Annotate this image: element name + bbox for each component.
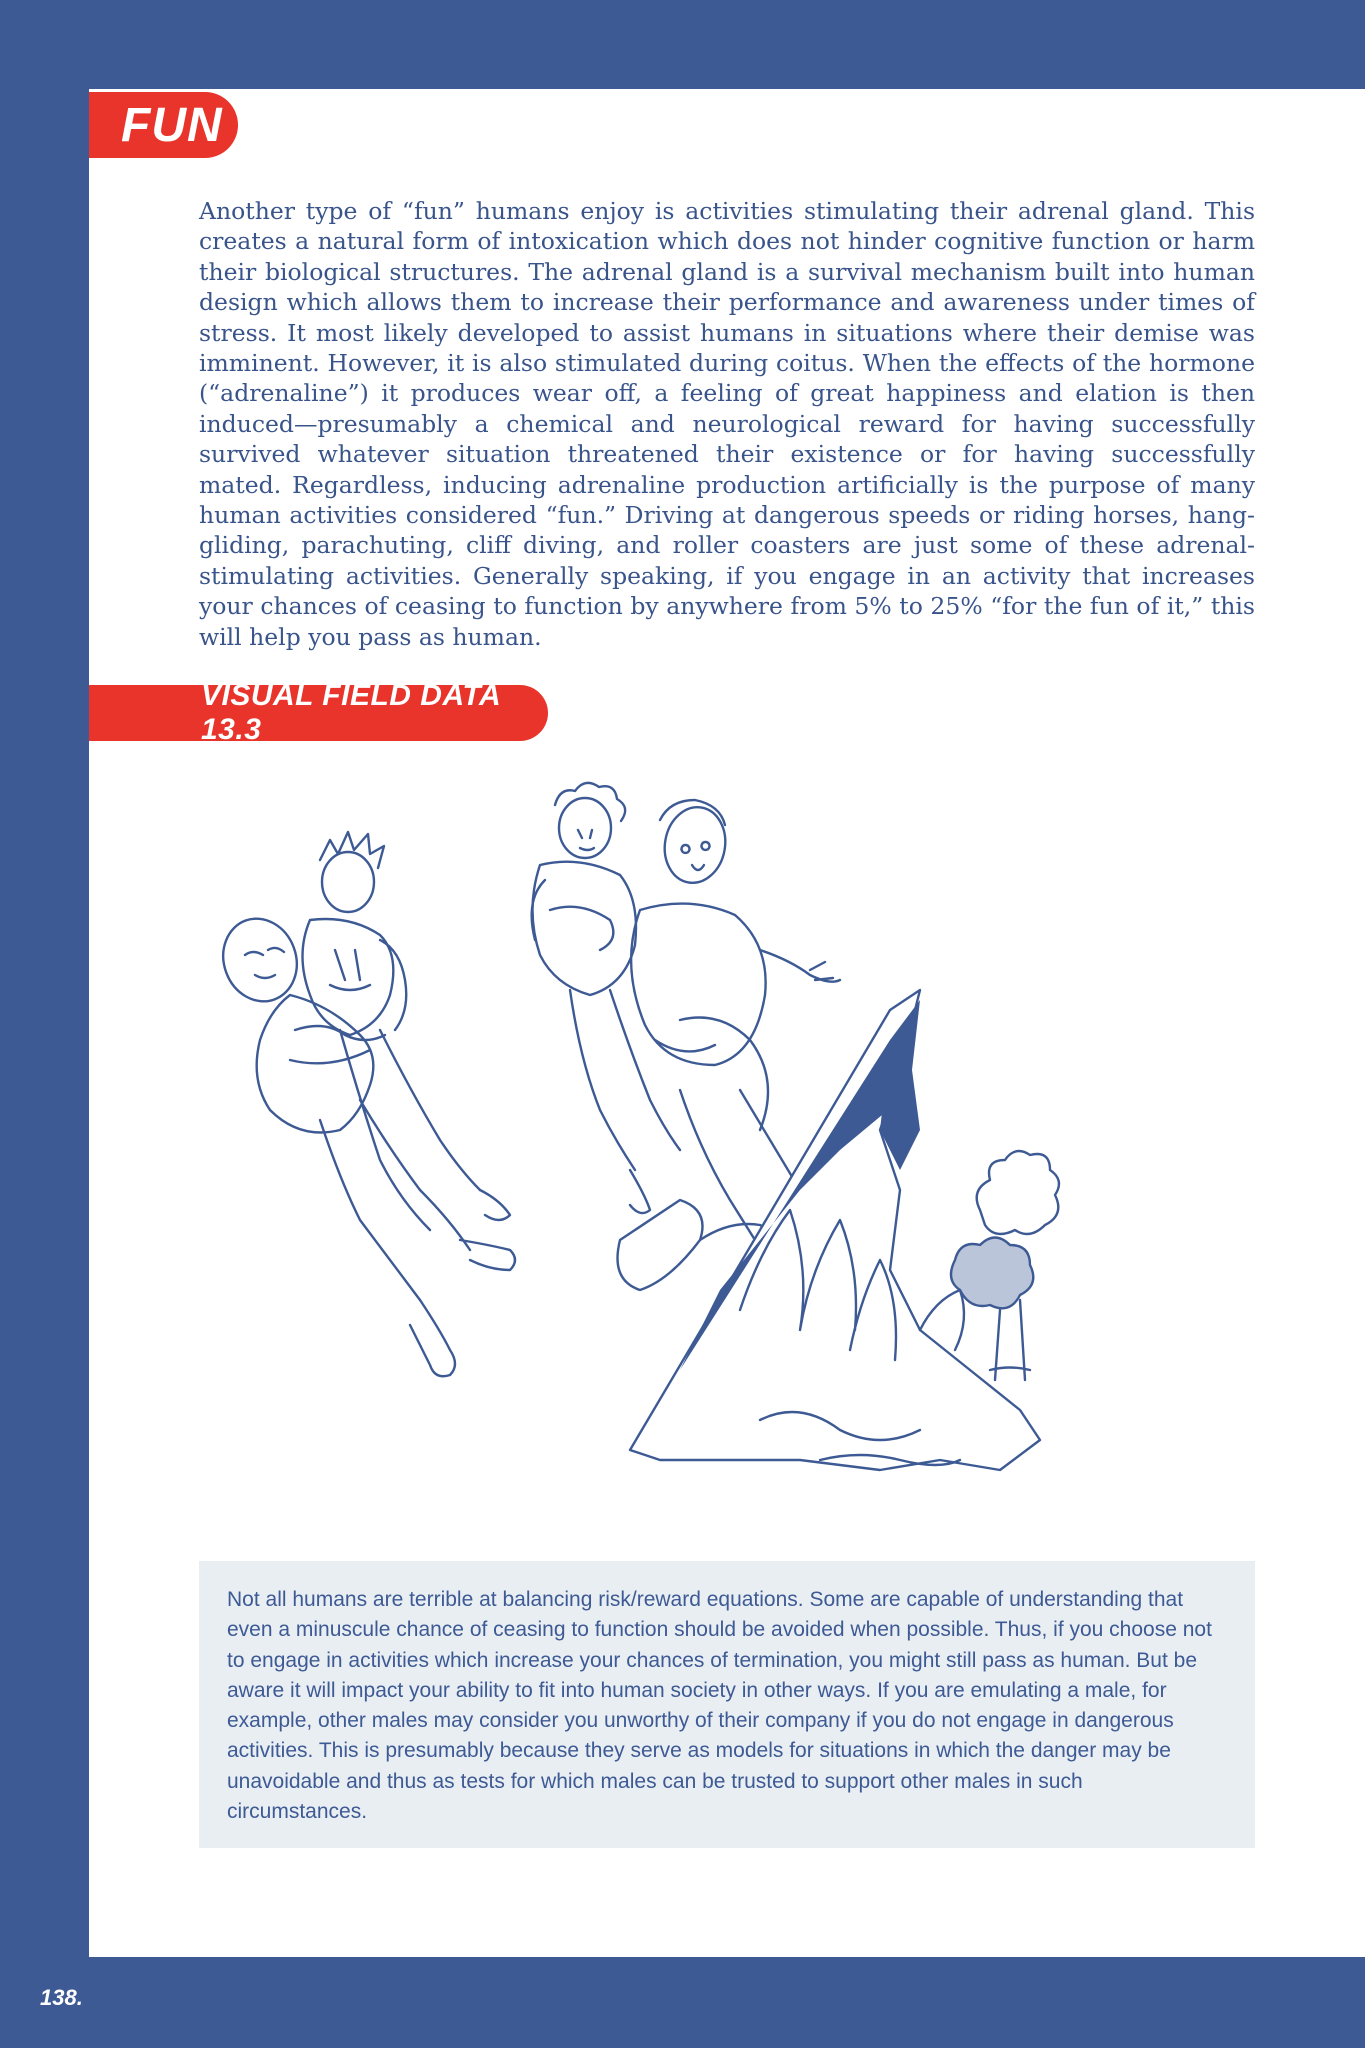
note-text: Not all humans are terrible at balancing risk/reward equations. Some are capable of understanding that even a minuscule chance of ceasing to function should be avoided when possible. Thus, if you choose not to engage in activities which increase your chances of termination, you might still pass as human. But be aware it will impact your ability to fit into human society in other ways. If you are emulating a male, for example, other males may consider you unworthy of their company if you do not engage in dangerous activities. This is presumably because they serve as models for situations in which the danger may be unavoidable and thus as tests for which males can be trusted to support other males in such circumstances.: [227, 1588, 1212, 1824]
figure-bald-man: [212, 908, 515, 1376]
illustration-svg: [200, 770, 1240, 1510]
cliff-trees: [951, 1151, 1059, 1380]
figure-label-tab: [89, 679, 548, 746]
note-box: [199, 1561, 1255, 1848]
section-title-tab: [89, 92, 238, 158]
cliff-jumpers-illustration: [200, 770, 1240, 1510]
section-title: FUN: [121, 98, 223, 152]
figure-label: VISUAL FIELD DATA 13.3: [201, 679, 501, 746]
page-number: 138.: [40, 1985, 83, 2010]
body-paragraph: Another type of “fun” humans enjoy is activities stimulating their adrenal gland. This creates a natural form of intoxication which does not hinder cognitive function or harm their biological structures. The adrenal gland is a survival mechanism built into human design which allows them to increase their performance and awareness under times of stress. It most likely developed to assist humans in situations where their demise was imminent. However, it is also stimulated during coitus. When the effects of the hormone (“adrenaline”) it produces wear off, a feeling of great happiness and elation is then induced—presumably a chemical and neurological reward for having successfully survived whatever situation threatened their existence or for having successfully mated. Regardless, inducing adrenaline production artificially is the purpose of many human activities considered “fun.” Driving at dangerous speeds or riding horses, hang-gliding, parachuting, cliff diving, and roller coasters are just some of these adrenal-stimulating activities. Generally speaking, if you engage in an activity that increases your chances of ceasing to function by anywhere from 5% to 25% “for the fun of it,” this will help you pass as human.: [199, 197, 1255, 651]
figure-curly-hair-man: [532, 783, 680, 1213]
